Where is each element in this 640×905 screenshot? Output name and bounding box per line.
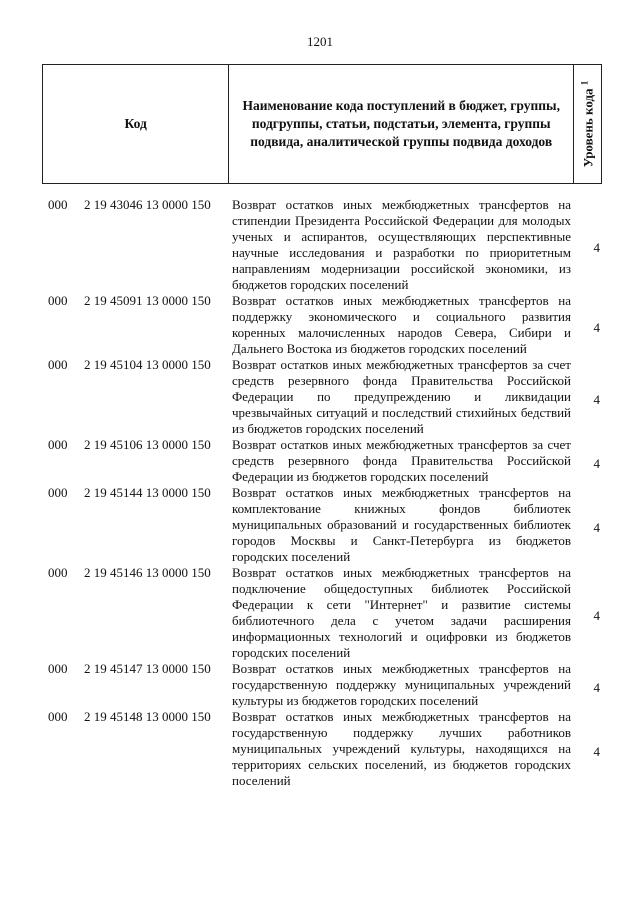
row-code: 2 19 45106 13 0000 150 bbox=[84, 437, 211, 452]
row-description: Возврат остатков иных межбюджетных трансфертов на подключение общедоступных библиотек Российской Федерации к сети "Интернет" и развитие системы библиотечного дела с учетом задачи расширения информационных технологий и оцифровки из бюджетов городских поселений bbox=[232, 565, 571, 660]
row-code-prefix: 000 bbox=[48, 437, 68, 452]
row-code-prefix: 000 bbox=[48, 197, 68, 212]
header-code-label: Код bbox=[124, 116, 147, 131]
row-description: Возврат остатков иных межбюджетных трансфертов на поддержку экономического и социального развития коренных малочисленных народов Севера, Сибири и Дальнего Востока из бюджетов городских поселений bbox=[232, 293, 571, 356]
table-row bbox=[0, 661, 640, 709]
page-number: 1201 bbox=[307, 34, 333, 49]
table-row bbox=[0, 293, 640, 357]
header-level-label: Уровень кода bbox=[580, 88, 596, 168]
row-level: 4 bbox=[593, 608, 600, 624]
header-level-cell bbox=[574, 65, 601, 183]
row-description: Возврат остатков иных межбюджетных трансфертов за счет средств резервного фонда Правительства Российской Федерации из бюджетов городских поселений bbox=[232, 437, 571, 484]
table-row bbox=[0, 485, 640, 565]
row-level: 4 bbox=[593, 456, 600, 472]
row-code: 2 19 43046 13 0000 150 bbox=[84, 197, 211, 212]
row-code-prefix: 000 bbox=[48, 293, 68, 308]
row-code-prefix: 000 bbox=[48, 661, 68, 676]
table-row bbox=[0, 709, 640, 789]
row-level: 4 bbox=[593, 744, 600, 760]
header-level-footnote: 1 bbox=[578, 80, 589, 86]
row-code-prefix: 000 bbox=[48, 485, 68, 500]
row-description: Возврат остатков иных межбюджетных трансфертов на государственную поддержку муниципальных учреждений культуры из бюджетов городских поселений bbox=[232, 661, 571, 708]
table-header bbox=[42, 64, 602, 184]
header-code-cell bbox=[43, 65, 229, 183]
row-level: 4 bbox=[593, 392, 600, 408]
row-level: 4 bbox=[593, 520, 600, 536]
row-code-prefix: 000 bbox=[48, 565, 68, 580]
table-body bbox=[0, 197, 640, 789]
row-code: 2 19 45144 13 0000 150 bbox=[84, 485, 211, 500]
table-row bbox=[0, 437, 640, 485]
row-level: 4 bbox=[593, 240, 600, 256]
row-description: Возврат остатков иных межбюджетных трансфертов на комплектование книжных фондов библиотек муниципальных образований и государственных библиотек городов Москвы и Санкт-Петербурга из бюджетов городских поселений bbox=[232, 485, 571, 564]
header-name-cell bbox=[229, 65, 574, 183]
row-description: Возврат остатков иных межбюджетных трансфертов на государственную поддержку лучших работников муниципальных учреждений культуры, находящихся на территориях сельских поселений, из бюджетов городских поселений bbox=[232, 709, 571, 788]
table-row bbox=[0, 357, 640, 437]
row-description: Возврат остатков иных межбюджетных трансфертов за счет средств резервного фонда Правительства Российской Федерации по предупреждению и ликвидации чрезвычайных ситуаций и последствий стихийных бедствий из бюджетов городских поселений bbox=[232, 357, 571, 436]
row-code: 2 19 45147 13 0000 150 bbox=[84, 661, 211, 676]
row-code: 2 19 45104 13 0000 150 bbox=[84, 357, 211, 372]
row-level: 4 bbox=[593, 320, 600, 336]
header-name-label: Наименование кода поступлений в бюджет, группы, подгруппы, статьи, подстатьи, элемента, группы подвида, аналитической группы подвида доходов bbox=[242, 98, 560, 149]
row-level: 4 bbox=[593, 680, 600, 696]
row-code: 2 19 45146 13 0000 150 bbox=[84, 565, 211, 580]
header-level-text bbox=[579, 81, 596, 168]
row-code: 2 19 45091 13 0000 150 bbox=[84, 293, 211, 308]
row-code: 2 19 45148 13 0000 150 bbox=[84, 709, 211, 724]
row-description: Возврат остатков иных межбюджетных трансфертов на стипендии Президента Российской Федерации для молодых ученых и аспирантов, осуществляющих перспективные научные исследования и разработки по приоритетным направлениям модернизации российской экономики, из бюджетов городских поселений bbox=[232, 197, 571, 292]
table-row bbox=[0, 197, 640, 293]
row-code-prefix: 000 bbox=[48, 709, 68, 724]
table-row bbox=[0, 565, 640, 661]
row-code-prefix: 000 bbox=[48, 357, 68, 372]
